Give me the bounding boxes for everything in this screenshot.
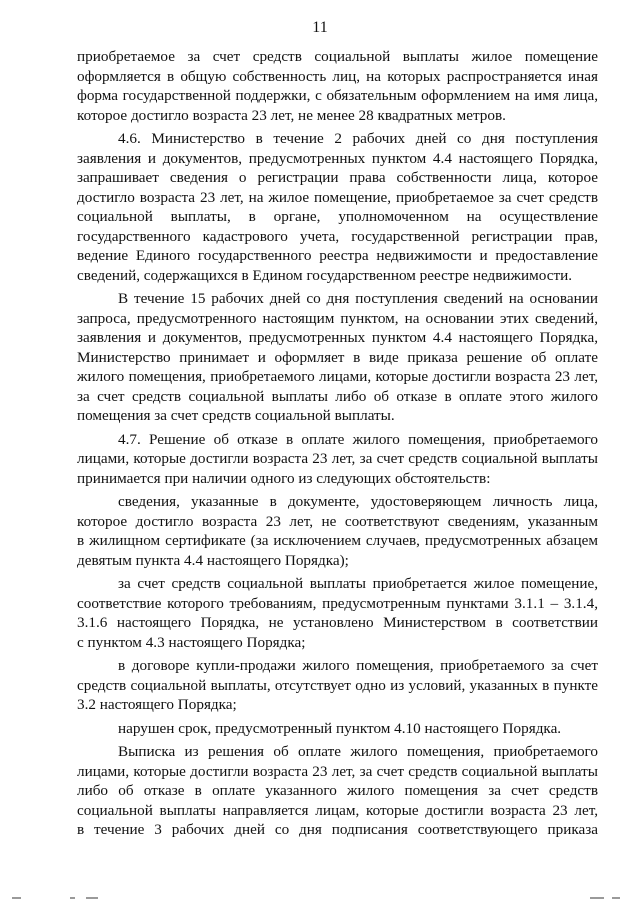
- page-number: 11: [312, 19, 328, 36]
- text-line: соответствие которого требованиям, предусмотренным пунктами 3.1.1 – 3.1.4,: [77, 594, 598, 612]
- text-line: в жилищном сертификате (за исключением случаев, предусмотренных абзацем: [77, 532, 598, 549]
- text-line: которое достигло возраста 23 лет, не менее 28 квадратных метров.: [77, 106, 506, 124]
- text-line: В течение 15 рабочих дней со дня поступления сведений на основании: [118, 290, 598, 307]
- paragraph: [77, 492, 598, 570]
- paragraph: [77, 656, 598, 715]
- scan-speck: [612, 897, 620, 899]
- text-line: лицами, которые достигли возраста 23 лет, за счет средств социальной выплаты: [77, 762, 598, 780]
- paragraph: [77, 742, 598, 840]
- text-line: помещения за счет средств социальной выплаты.: [77, 407, 395, 424]
- paragraph: [77, 129, 598, 285]
- text-line: достигло возраста 23 лет, на жилое помещение, приобретаемое за счет средств: [77, 188, 598, 206]
- paragraph: [77, 574, 598, 652]
- body-text: [77, 47, 598, 840]
- text-line: в договоре купли-продажи жилого помещения, приобретаемого за счет: [118, 657, 598, 674]
- text-line: заявления и документов, предусмотренных пунктом 4.4 настоящего Порядка,: [77, 329, 598, 346]
- paragraph: [77, 719, 598, 739]
- text-line: лицами, которые достигли возраста 23 лет, за счет средств социальной выплаты: [77, 450, 598, 467]
- text-line: запрашивает сведения о регистрации права собственности лица, которое: [77, 169, 598, 186]
- text-line: сведения, указанные в документе, удостоверяющем личность лица,: [118, 493, 598, 510]
- text-line: ведение Единого государственного реестра недвижимости и предоставление: [77, 247, 598, 264]
- scan-speck: [590, 897, 604, 899]
- text-line: за счет средств социальной выплаты либо об отказе в оплате этого жилого: [77, 387, 598, 405]
- scan-speck: [70, 897, 75, 899]
- text-line: 3.2 настоящего Порядка;: [77, 696, 237, 713]
- text-line: заявления и документов, предусмотренных пунктом 4.4 настоящего Порядка,: [77, 149, 598, 167]
- text-line: форма государственной поддержки, с обязательным оформлением на имя лица,: [77, 87, 598, 104]
- scan-speck: [12, 897, 21, 899]
- text-line: сведений, содержащихся в Едином государственном реестре недвижимости.: [77, 266, 573, 284]
- text-line: средств социальной выплаты, отсутствует одно из условий, указанных в пункте: [77, 676, 598, 694]
- text-line: с пунктом 4.3 настоящего Порядка;: [77, 633, 306, 651]
- text-line: оформляется в общую собственность лиц, на которых распространяется иная: [77, 67, 598, 85]
- paragraph: [77, 289, 598, 426]
- text-line: государственного кадастрового учета, государственной регистрации прав,: [77, 227, 598, 245]
- text-line: приобретаемое за счет средств социальной выплаты жилое помещение: [77, 48, 598, 65]
- text-line: за счет средств социальной выплаты приобретается жилое помещение,: [118, 575, 598, 592]
- paragraph: [77, 47, 598, 125]
- text-line: которое достигло возраста 23 лет, не соответствуют сведениям, указанным: [77, 512, 598, 530]
- text-line: в течение 3 рабочих дней со дня подписания соответствующего приказа: [77, 821, 598, 838]
- paragraph: [77, 430, 598, 489]
- text-line: Министерство принимает и оформляет в виде приказа решение об оплате: [77, 348, 598, 366]
- text-line: жилого помещения, приобретаемого лицами, которые достигли возраста 23 лет,: [77, 368, 598, 385]
- text-line: либо об отказе в оплате указанного жилого помещения за счет средств: [77, 782, 598, 799]
- text-line: 3.1.6 настоящего Порядка, не установлено Министерством в соответствии: [77, 614, 598, 631]
- text-line: принимается при наличии одного из следующих обстоятельств:: [77, 469, 491, 487]
- text-line: социальной выплаты направляется лицам, которые достигли возраста 23 лет,: [77, 801, 598, 819]
- text-line: запроса, предусмотренного настоящим пунктом, на основании этих сведений,: [77, 309, 598, 327]
- text-line: 4.7. Решение об отказе в оплате жилого помещения, приобретаемого: [118, 430, 598, 448]
- text-line: 4.6. Министерство в течение 2 рабочих дней со дня поступления: [118, 130, 598, 147]
- text-line: нарушен срок, предусмотренный пунктом 4.10 настоящего Порядка.: [118, 719, 562, 737]
- text-line: Выписка из решения об оплате жилого помещения, приобретаемого: [118, 743, 598, 760]
- scan-speck: [86, 897, 98, 899]
- text-line: социальной выплаты, в органе, уполномоченном на осуществление: [77, 208, 598, 225]
- text-line: девятым пункта 4.4 настоящего Порядка);: [77, 551, 349, 569]
